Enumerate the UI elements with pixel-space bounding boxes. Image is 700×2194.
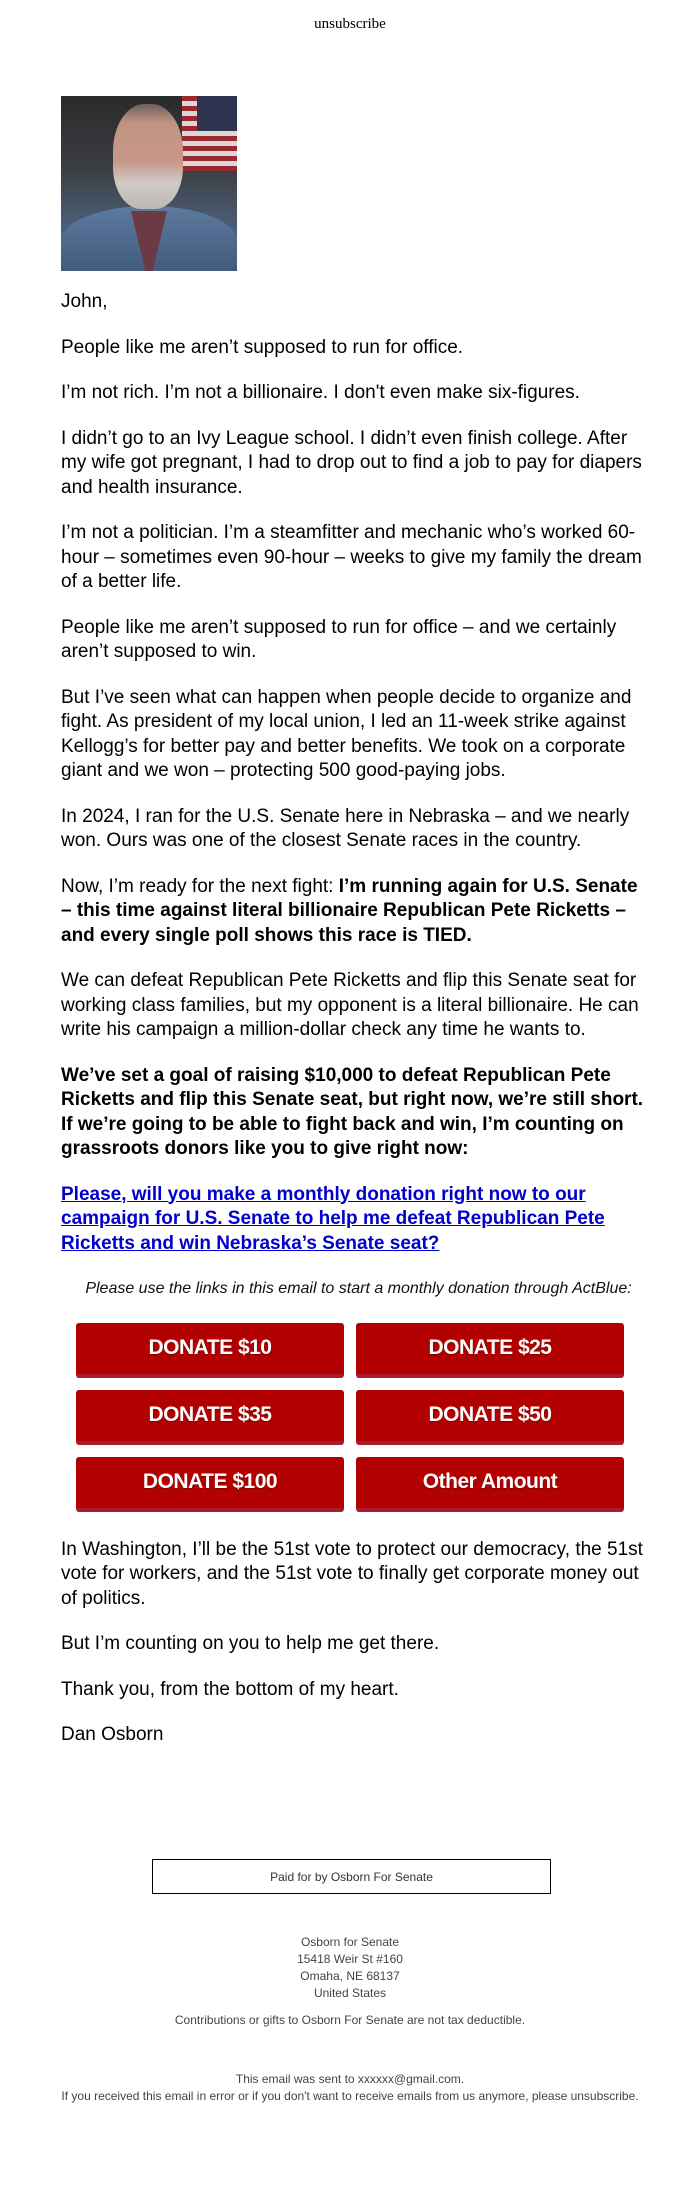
- fight-intro: Now, I’m ready for the next fight:: [61, 875, 339, 897]
- paragraph: But I’ve seen what can happen when people decide to organize and fight. As president of my local union, I led an 11-week strike against Kellogg’s for better pay and better benefits. We took on a corporate giant and we won – protecting 500 good-paying jobs.: [61, 686, 632, 781]
- paragraph: People like me aren’t supposed to run for office – and we certainly aren’t supposed to win.: [61, 616, 617, 662]
- address-line: United States: [313, 1986, 387, 2000]
- paragraph: I’m not rich. I’m not a billionaire. I don't even make six-figures.: [61, 382, 580, 403]
- footer-notice: [0, 2071, 700, 2105]
- donation-cta-link[interactable]: Please, will you make a monthly donation right now to our campaign for U.S. Senate to help me defeat Republican Pete Ricketts and win Nebraska’s Senate seat?: [61, 1183, 605, 1254]
- closing-paragraph: In Washington, I’ll be the 51st vote to protect our democracy, the 51st vote for workers, and the 51st vote to finally get corporate money out of politics.: [61, 1538, 643, 1609]
- tax-disclaimer: Contributions or gifts to Osborn For Senate are not tax deductible.: [174, 2013, 526, 2027]
- donate-100-button[interactable]: DONATE $100: [76, 1457, 344, 1512]
- donate-50-button[interactable]: DONATE $50: [356, 1390, 624, 1445]
- address-line: Osborn for Senate: [300, 1935, 400, 1949]
- paragraph: People like me aren’t supposed to run for office.: [61, 336, 464, 358]
- donate-25-button[interactable]: DONATE $25: [356, 1323, 624, 1378]
- paragraph: I’m not a politician. I’m a steamfitter and mechanic who’s worked 60-hour – sometimes even 90-hour – weeks to give my family the dream of a better life.: [61, 522, 642, 592]
- unsubscribe-notice[interactable]: If you received this email in error or if you don't want to receive emails from us anymore, please unsubscribe.: [61, 2089, 639, 2103]
- unsubscribe-link[interactable]: unsubscribe: [314, 16, 386, 32]
- donate-35-button[interactable]: DONATE $35: [76, 1390, 344, 1445]
- other-amount-button[interactable]: Other Amount: [356, 1457, 624, 1512]
- footer-address: [0, 1934, 700, 2002]
- signature: Dan Osborn: [61, 1724, 164, 1745]
- goal-paragraph: We’ve set a goal of raising $10,000 to defeat Republican Pete Ricketts and flip this Senate seat, but right now, we’re still short. If we’re going to be able to fight back and win, I’m counting on grassroots donors like you to give right now:: [61, 1064, 644, 1159]
- photo-face: [113, 104, 183, 209]
- fight-paragraph: [61, 875, 646, 949]
- greeting: John,: [61, 291, 108, 312]
- donate-buttons: [76, 1323, 646, 1512]
- email-body: [61, 290, 646, 1769]
- sent-to-text: This email was sent to xxxxxx@gmail.com.: [235, 2072, 465, 2086]
- candidate-photo: [61, 96, 237, 271]
- paragraph: I didn’t go to an Ivy League school. I didn’t even finish college. After my wife got pregnant, I had to drop out to find a job to pay for diapers and health insurance.: [61, 427, 642, 498]
- address-line: Omaha, NE 68137: [300, 1969, 400, 1983]
- paragraph: We can defeat Republican Pete Ricketts and flip this Senate seat for working class families, but my opponent is a literal billionaire. He can write his campaign a million-dollar check any time he wants to.: [61, 970, 639, 1040]
- flag-canton: [197, 96, 237, 131]
- paid-for-box: Paid for by Osborn For Senate: [152, 1859, 551, 1894]
- donate-10-button[interactable]: DONATE $10: [76, 1323, 344, 1378]
- closing-paragraph: But I’m counting on you to help me get there.: [61, 1633, 440, 1654]
- donation-note: Please use the links in this email to start a monthly donation through ActBlue:: [85, 1280, 632, 1297]
- fight-bold: I’m running again for U.S. Senate – this time against literal billionaire Republican Pete Ricketts – and every single poll shows this race is TIED.: [61, 875, 638, 946]
- address-line: 15418 Weir St #160: [297, 1952, 403, 1966]
- closing-paragraph: Thank you, from the bottom of my heart.: [61, 1678, 399, 1700]
- paragraph: In 2024, I ran for the U.S. Senate here in Nebraska – and we nearly won. Ours was one of the closest Senate races in the country.: [61, 805, 630, 851]
